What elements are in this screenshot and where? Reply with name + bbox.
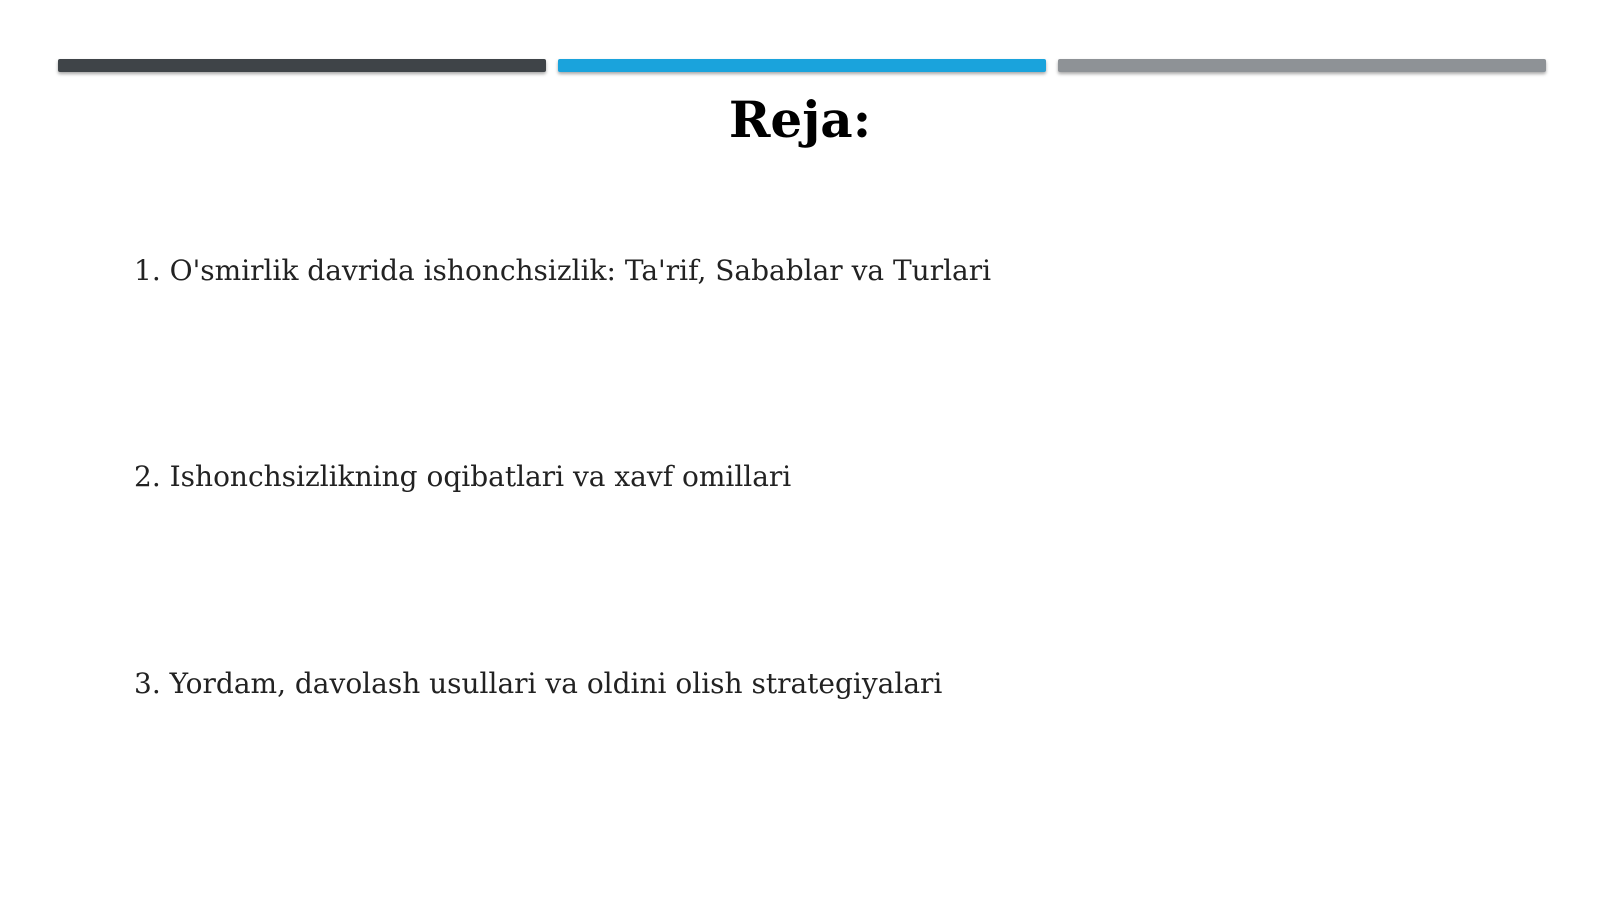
slide-title: Reja: <box>728 90 872 149</box>
agenda-item-1: 1. O'smirlik davrida ishonchsizlik: Ta'rif, Sabablar va Turlari <box>134 254 992 287</box>
agenda-item-2: 2. Ishonchsizlikning oqibatlari va xavf omillari <box>134 460 792 493</box>
agenda-item-3: 3. Yordam, davolash usullari va oldini olish strategiyalari <box>134 667 943 700</box>
accent-bar-gray <box>1058 59 1546 72</box>
accent-bar-dark <box>58 59 546 72</box>
accent-bar-blue <box>558 59 1046 72</box>
